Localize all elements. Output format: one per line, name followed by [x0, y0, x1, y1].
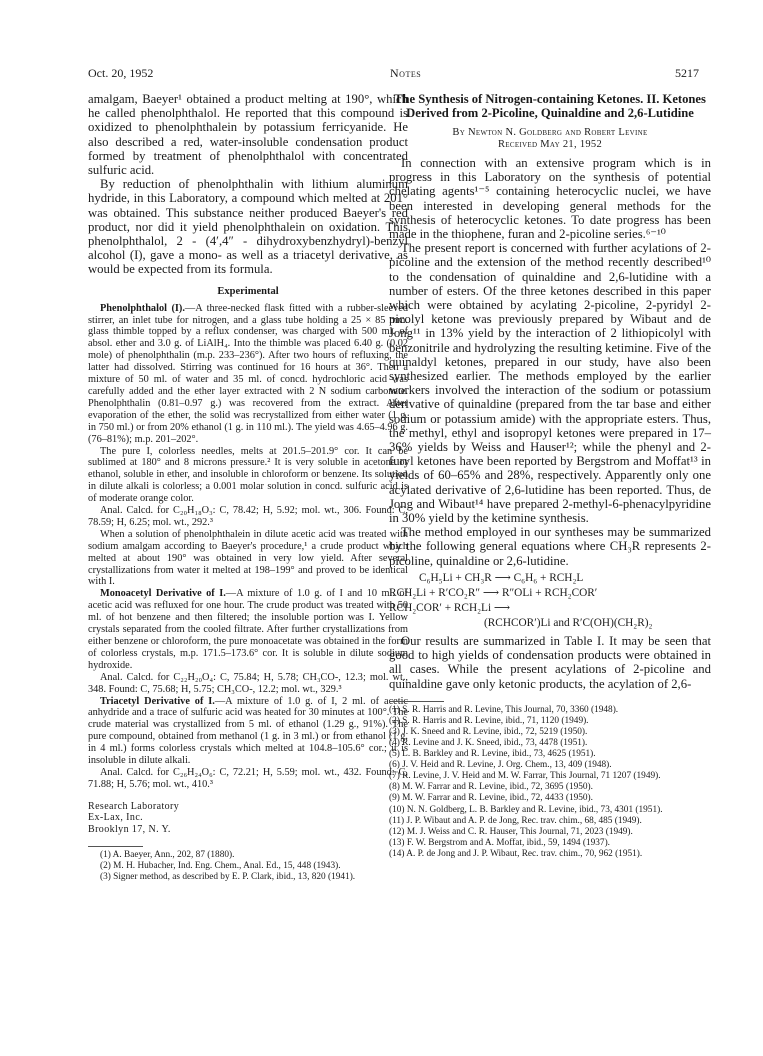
lab-address: [88, 801, 408, 836]
exp-anal-2: Anal. Calcd. for C₂₂H₂₀O₄: C, 75.84; H, 5.78; CH₃CO-, 12.3; mol. wt., 348. Found: C, 75.68; H, 5.75; CH₃CO-, 12.2; mol. wt., 329.³: [88, 671, 408, 695]
right-footnote: (10) N. N. Goldberg, L. B. Barkley and R. Levine, ibid., 73, 4301 (1951).: [389, 804, 663, 815]
exp-triacetyl-head: Triacetyl Derivative of I.: [100, 695, 215, 707]
exp-anal-1: Anal. Calcd. for C₂₀H₁₈O₃: C, 78.42; H, 5.92; mol. wt., 306. Found: C, 78.59; H, 6.25; mol. wt., 292.³: [88, 505, 408, 528]
page-number: 5217: [675, 66, 699, 80]
right-footnote: (4) R. Levine and J. K. Sneed, ibid., 73, 4478 (1951).: [389, 737, 588, 748]
right-footnote: (8) M. W. Farrar and R. Levine, ibid., 72, 3695 (1950).: [389, 782, 593, 793]
equation-1: C₆H₅Li + CH₃R ⟶ C₆H₆ + RCH₂L: [419, 571, 584, 584]
right-footnotes: [389, 705, 711, 860]
right-footnote: (12) M. J. Weiss and C. R. Hauser, This Journal, 71, 2023 (1949).: [389, 826, 633, 837]
exp-amalgam: When a solution of phenolphthalein in dilute acetic acid was treated with sodium amalgam according to Baeyer's procedure,¹ a crude product which melted at about 190° was obtained in very low yield. After several crystallizations from water it melted at 198–199° and proved to be identical with I.: [88, 528, 408, 588]
right-footnote: (7) R. Levine, J. V. Heid and M. W. Farrar, This Journal, 71 1207 (1949).: [389, 771, 661, 782]
exp-triacetyl-text: —A mixture of 1.0 g. of I, 2 ml. of acetic anhydride and a trace of sulfuric acid was heated for 30 minutes at 100°. The crude material was crystallized from 5 ml. of ethanol (1.29 g., 91%). The pure compound, obtained from methanol (1 g. in 3 ml.) or from ethanol (1 g. in 4 ml.) forms colorless crystals which melted at 104.8–105.6° cor.; it is insoluble in dilute alkali.: [88, 695, 409, 767]
right-paragraph-3: The method employed in our syntheses may be summarized by the following general equations where CH₃R represents 2-picoline, quinaldine or 2,6-lutidine.: [389, 525, 711, 568]
left-footnote: (1) A. Baeyer, Ann., 202, 87 (1880).: [100, 849, 235, 860]
right-footnote: (6) J. V. Heid and R. Levine, J. Org. Chem., 13, 409 (1948).: [389, 760, 612, 771]
exp-phenolphthalol-text: —A three-necked flask fitted with a rubber-sleeved stirrer, an inlet tube for nitrogen, and a glass tube holding a 25 × 85 mm. glass thimble topped by a reflux condenser, was charged with 500 ml. of absol. ether and 3.0 g. of LiAlH₄. Into the thimble was placed 6.40 g. (0.02 mole) of phenolphthalin (m.p. 233–236°). After two hours of refluxing, the latter had dissolved. Stirring was continued for 16 hours at 36°. Then a mixture of 50 ml. of water and 35 ml. of concd. hydrochloric acid was carefully added and the ether layer extracted with 2 N sodium carbonate. Phenolphthalin (0.81–0.97 g.) was recovered from the extract. After evaporation of the ether, the solid was recrystallized from either water (1 g. in 750 ml.) or from 20% ethanol (1 g. in 110 ml.). The yield was 4.65–4.96 g. (76–81%); m.p. 201–202°.: [88, 302, 408, 445]
exp-anal-3: Anal. Calcd. for C₂₆H₂₄O₆: C, 72.21; H, 5.59; mol. wt., 432. Found: C, 71.88; H, 5.76; mol. wt., 410.³: [88, 766, 408, 790]
exp-monoacetyl: [88, 588, 408, 671]
lab-line-1: Research Laboratory: [88, 800, 180, 812]
right-footnote: (11) J. P. Wibaut and A. P. de Jong, Rec. trav. chim., 68, 485 (1949).: [389, 815, 642, 826]
equation-3b: (RCHCOR′)Li and R′C(OH)(CH₂R)₂: [484, 616, 653, 629]
experimental-heading: Experimental: [217, 285, 279, 297]
lab-line-3: Brooklyn 17, N. Y.: [88, 823, 171, 835]
right-column: [389, 92, 711, 860]
exp-monoacetyl-text: —A mixture of 1.0 g. of I and 10 ml. of acetic acid was refluxed for one hour. The crude product was treated with 50 ml. of hot benzene and then filtered; the insoluble portion was I. Yellow crystals separated from the cooled filtrate. After further crystallizations from either benzene or chloroform, the pure monoacetate was obtained in the form of colorless crystals, m.p. 171.5–173.6° cor. It is soluble in dilute sodium hydroxide.: [88, 588, 409, 671]
right-footnote: (9) M. W. Farrar and R. Levine, ibid., 72, 4433 (1950).: [389, 793, 593, 804]
left-column: [88, 92, 408, 883]
right-paragraph-4: Our results are summarized in Table I. It may be seen that good to high yields of condensation products were obtained in all cases. While the present acylations of 2-picoline and quinaldine gave only ketonic products, the acylation of 2,6-: [389, 633, 711, 691]
received-date: Received May 21, 1952: [497, 139, 603, 150]
article-authors: By Newton N. Goldberg and Robert Levine: [452, 127, 648, 138]
running-section: Notes: [390, 66, 422, 80]
lab-line-2: Ex-Lax, Inc.: [88, 812, 144, 824]
right-footnote: (3) J. K. Sneed and R. Levine, ibid., 72, 5219 (1950).: [389, 726, 588, 737]
exp-phenolphthalol: [88, 303, 408, 446]
equations: [389, 571, 711, 631]
equation-3a: RCH₂COR′ + RCH₂Li ⟶: [389, 601, 511, 614]
left-footnote: (2) M. H. Hubacher, Ind. Eng. Chem., Anal. Ed., 15, 448 (1943).: [100, 860, 341, 871]
right-footnote: (13) F. W. Bergstrom and A. Moffat, ibid., 59, 1494 (1937).: [389, 837, 610, 848]
running-date: Oct. 20, 1952: [88, 66, 154, 80]
exp-monoacetyl-head: Monoacetyl Derivative of I.: [100, 588, 226, 600]
article-title: The Synthesis of Nitrogen-containing Ketones. II. Ketones Derived from 2-Picoline, Quinaldine and 2,6-Lutidine: [394, 92, 706, 120]
exp-pure-i: The pure I, colorless needles, melts at 201.5–201.9° cor. It can be sublimed at 180° and 8 microns pressure.² It is very soluble in acetone or ethanol, soluble in ether, and insoluble in chloroform or benzene. Its solution in dilute alkali is colorless; a 0.001 molar solution in concd. sulfuric acid is of moderate orange color.: [88, 445, 408, 505]
left-footnote: (3) Signer method, as described by E. P. Clark, ibid., 13, 820 (1941).: [100, 871, 356, 882]
right-footnote: (14) A. P. de Jong and J. P. Wibaut, Rec. trav. chim., 70, 962 (1951).: [389, 848, 643, 859]
equation-2: RCH₂Li + R′CO₂R″ ⟶ R″OLi + RCH₂COR′: [389, 586, 598, 599]
exp-triacetyl: [88, 696, 408, 767]
right-paragraph-2: The present report is concerned with further acylations of 2-picoline and the extension of the method recently described¹⁰ to the condensation of quinaldine and 2,6-lutidine with a number of esters. Of the three ketones described in this paper which were obtained by acylating 2-picoline, 2-pyridyl 2-picolyl ketone was previously prepared by Wibaut and de Jong¹¹ in 13% yield by the interaction of 2 lithiopicolyl with benzonitrile and hydrolyzing the resulting ketimine. Five of the quinaldyl ketones, prepared in our study, have also been synthesized earlier. The methods employed by the earlier workers involved the interaction of the sodium or potassium derivative of quinaldine (prepared from the tar base and either sodium or potassium amide) with the appropriate esters. Thus, the methyl, ethyl and isopropyl ketones were prepared in 17–36% yields by Weiss and Hauser¹²; while the phenyl and 2-furyl ketones have been reported by Bergstrom and Moffat¹³ in yields of 60–65% and 28%, respectively. Apparently only one acylated derivative of 2,6-lutidine has been reported. Thus, de Jong and Wibaut¹⁴ have prepared 2-methyl-6-phenacylpyridine in 30% yield by the ketimine synthesis.: [389, 241, 711, 526]
right-footnote: (5) L. B. Barkley and R. Levine, ibid., 73, 4625 (1951).: [389, 749, 596, 760]
exp-phenolphthalol-head: Phenolphthalol (I).: [100, 302, 185, 314]
left-paragraph-1: amalgam, Baeyer¹ obtained a product melting at 190°, which he called phenolphthalol. He reported that this compound is oxidized to phenolphthalein by potassium ferricyanide. He also described a red, water-insoluble condensation product formed by treatment of phenolphthalol with concentrated sulfuric acid.: [88, 92, 408, 178]
footnote-rule: [389, 701, 444, 702]
right-footnote: (1) S. R. Harris and R. Levine, This Journal, 70, 3360 (1948).: [389, 704, 619, 715]
left-paragraph-2: By reduction of phenolphthalin with lithium aluminum hydride, in this Laboratory, a compound which melted at 201° was obtained. This substance neither produced Baeyer's red product, nor did it yield phenolphthalein on oxidation. This phenolphthalol, 2 - (4′,4″ - dihydroxybenzhydryl)-benzyl alcohol (I), gave a mono- as well as a triacetyl derivative, as would be expected from its formula.: [88, 177, 408, 277]
right-paragraph-1: In connection with an extensive program which is in progress in this Laboratory on the synthesis of potential chelating agents¹⁻⁵ containing heterocyclic nuclei, we have been interested in developing general methods for the synthesis of heterocyclic ketones. To date progress has been made in the thiophene, furan and 2-picoline series.⁶⁻¹⁰: [389, 156, 711, 242]
footnote-rule: [88, 846, 143, 847]
right-footnote: (2) S. R. Harris and R. Levine, ibid., 71, 1120 (1949).: [389, 715, 589, 726]
